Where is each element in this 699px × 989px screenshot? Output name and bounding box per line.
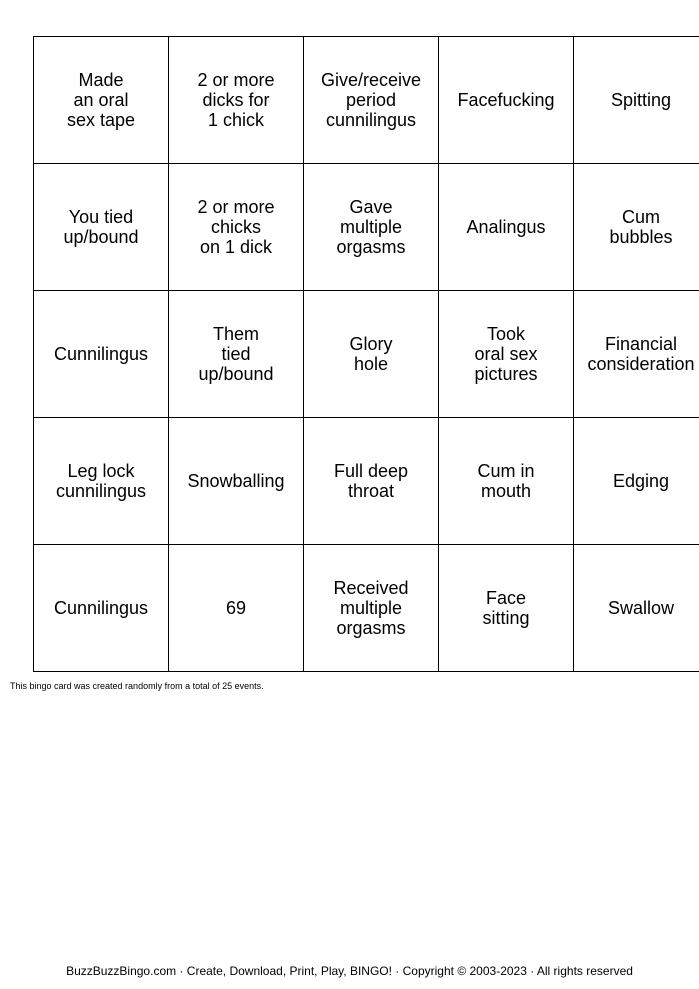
bingo-cell xyxy=(574,545,699,672)
bingo-row xyxy=(34,418,699,545)
bingo-cell-text: Face sitting xyxy=(482,588,530,628)
bingo-cell-text: Spitting xyxy=(610,90,672,110)
bingo-cell xyxy=(169,545,304,672)
bingo-cell-text: Cum bubbles xyxy=(609,207,673,247)
bingo-cell xyxy=(304,545,439,672)
bingo-row xyxy=(34,37,699,164)
bingo-cell xyxy=(574,291,699,418)
bingo-cell xyxy=(169,164,304,291)
bingo-cell xyxy=(34,418,169,545)
bingo-cell xyxy=(304,164,439,291)
bingo-cell xyxy=(169,418,304,545)
bingo-card xyxy=(33,36,699,672)
bingo-cell-text: Cum in mouth xyxy=(477,461,535,501)
bingo-cell-text: Made an oral sex tape xyxy=(66,70,136,130)
card-note: This bingo card was created randomly from a total of 25 events. xyxy=(10,681,264,691)
bingo-cell xyxy=(574,418,699,545)
bingo-cell xyxy=(34,37,169,164)
bingo-cell xyxy=(169,291,304,418)
bingo-row xyxy=(34,291,699,418)
bingo-cell-text: Swallow xyxy=(607,598,675,618)
bingo-cell xyxy=(439,418,574,545)
bingo-cell-text: Analingus xyxy=(466,217,546,237)
bingo-cell-text: Gave multiple orgasms xyxy=(336,197,406,257)
bingo-cell-text: Edging xyxy=(612,471,670,491)
bingo-cell-text: Cunnilingus xyxy=(53,598,149,618)
bingo-cell xyxy=(574,164,699,291)
bingo-row xyxy=(34,545,699,672)
bingo-cell-text: Received multiple orgasms xyxy=(333,578,409,638)
bingo-cell-text: Financial consideration xyxy=(587,334,695,374)
bingo-cell-text: Took oral sex pictures xyxy=(474,324,538,384)
bingo-cell-text: Leg lock cunnilingus xyxy=(55,461,147,501)
bingo-row xyxy=(34,164,699,291)
bingo-cell xyxy=(34,291,169,418)
bingo-cell-text: Them tied up/bound xyxy=(198,324,274,384)
bingo-cell-text: 2 or more dicks for 1 chick xyxy=(197,70,275,130)
bingo-cell xyxy=(574,37,699,164)
bingo-cell xyxy=(304,291,439,418)
bingo-cell-text: Full deep throat xyxy=(333,461,409,501)
bingo-cell xyxy=(439,164,574,291)
page-footer: BuzzBuzzBingo.com · Create, Download, Print, Play, BINGO! · Copyright © 2003-2023 · All rights reserved xyxy=(66,964,633,978)
bingo-cell-text: Give/receive period cunnilingus xyxy=(320,70,422,130)
bingo-cell-text: Facefucking xyxy=(457,90,555,110)
bingo-cell-text: You tied up/bound xyxy=(63,207,139,247)
bingo-cell xyxy=(304,418,439,545)
bingo-cell-text: 69 xyxy=(225,598,247,618)
bingo-cell xyxy=(34,164,169,291)
bingo-cell-text: Snowballing xyxy=(187,471,285,491)
bingo-cell xyxy=(439,37,574,164)
bingo-cell-text: Cunnilingus xyxy=(53,344,149,364)
bingo-cell-text: 2 or more chicks on 1 dick xyxy=(197,197,275,257)
bingo-cell xyxy=(304,37,439,164)
bingo-cell xyxy=(439,545,574,672)
bingo-cell xyxy=(169,37,304,164)
bingo-cell xyxy=(34,545,169,672)
bingo-cell-text: Glory hole xyxy=(349,334,393,374)
bingo-cell xyxy=(439,291,574,418)
